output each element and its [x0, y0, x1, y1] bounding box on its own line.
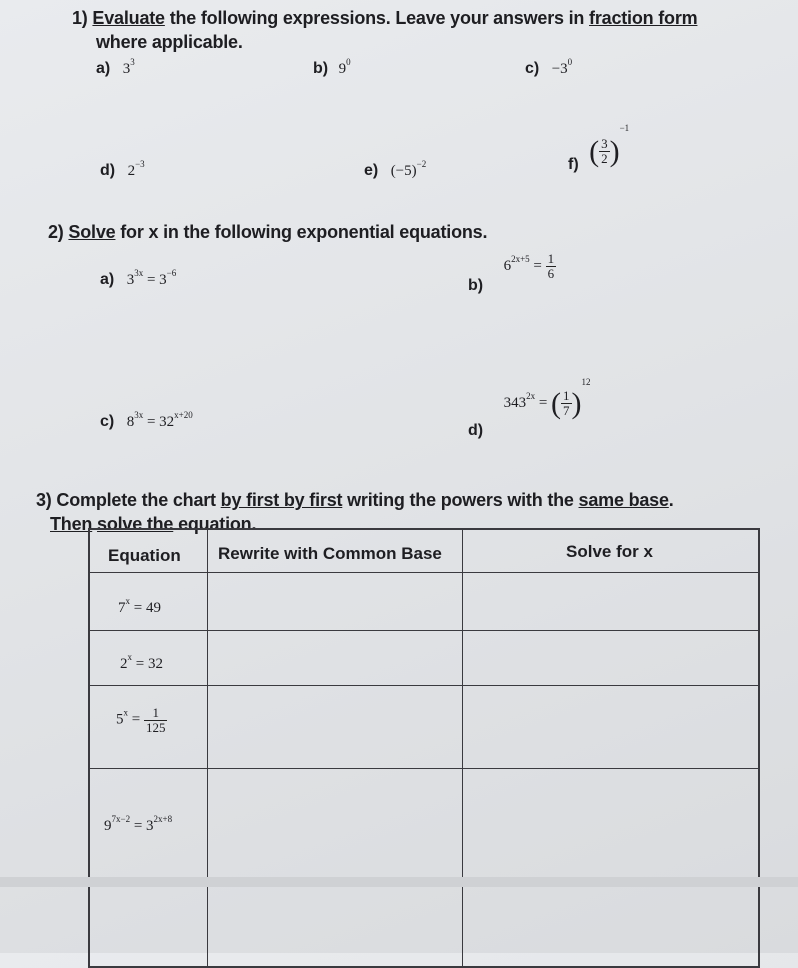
q1-heading-line2: where applicable. [96, 32, 243, 52]
q1-heading: 1) Evaluate the following expressions. Leave your answers in fraction form [72, 8, 698, 28]
q1f: f) ( $\frac{3}{2}$ )$^{-1}$ [568, 123, 630, 173]
q2d: d) $343^{2x}$ = ( $\frac{1}{7}$ )$^{12}$ [468, 377, 591, 439]
row2-equation: 2$^x$ = 32 [120, 652, 163, 672]
row4-equation: $9^{7x-2} = 3^{2x+8}$ [104, 814, 173, 834]
header-equation: Equation [108, 546, 181, 565]
row4-solve-cell[interactable] [466, 772, 756, 880]
row1-equation: 7$^x$ = 49 [118, 596, 161, 616]
header-rewrite: Rewrite with Common Base [218, 544, 442, 563]
q3-heading-line2: Then solve the equation. [50, 514, 257, 534]
q1e: e) $(-5)^{-2}$ [364, 159, 427, 179]
row1-rewrite-cell[interactable] [210, 576, 458, 626]
q1b: b) $9^0$ [313, 57, 351, 77]
q1c: $c) -3^0$ [525, 57, 573, 77]
row3-equation: 5$^x$ = $\frac{1}{125}$ [116, 705, 166, 735]
q3-heading: 3) Complete the chart by first by first writing the powers with the same base. [36, 490, 674, 510]
page-fold [0, 877, 798, 887]
header-solve: Solve for x [566, 542, 653, 561]
row3-rewrite-cell[interactable] [210, 689, 458, 765]
q2-heading: 2) Solve for x in the following exponential equations. [48, 222, 488, 242]
q1a: a) $3^3$ [96, 57, 135, 77]
row4-rewrite-cell[interactable] [210, 772, 458, 880]
row2-solve-cell[interactable] [466, 634, 756, 682]
row3-solve-cell[interactable] [466, 689, 756, 765]
row1-solve-cell[interactable] [466, 576, 756, 626]
row2-rewrite-cell[interactable] [210, 634, 458, 682]
q2b: b) $6^{2x+5}$ = $\frac{1}{6}$ [468, 251, 555, 294]
q2c: c) $8^{3x} = 32^{x+20}$ [100, 410, 193, 430]
q2a: a) $3^{3x} = 3^{-6}$ [100, 268, 177, 288]
q1d: d) $2^{-3}$ [100, 159, 145, 179]
answer-chart [88, 528, 760, 968]
